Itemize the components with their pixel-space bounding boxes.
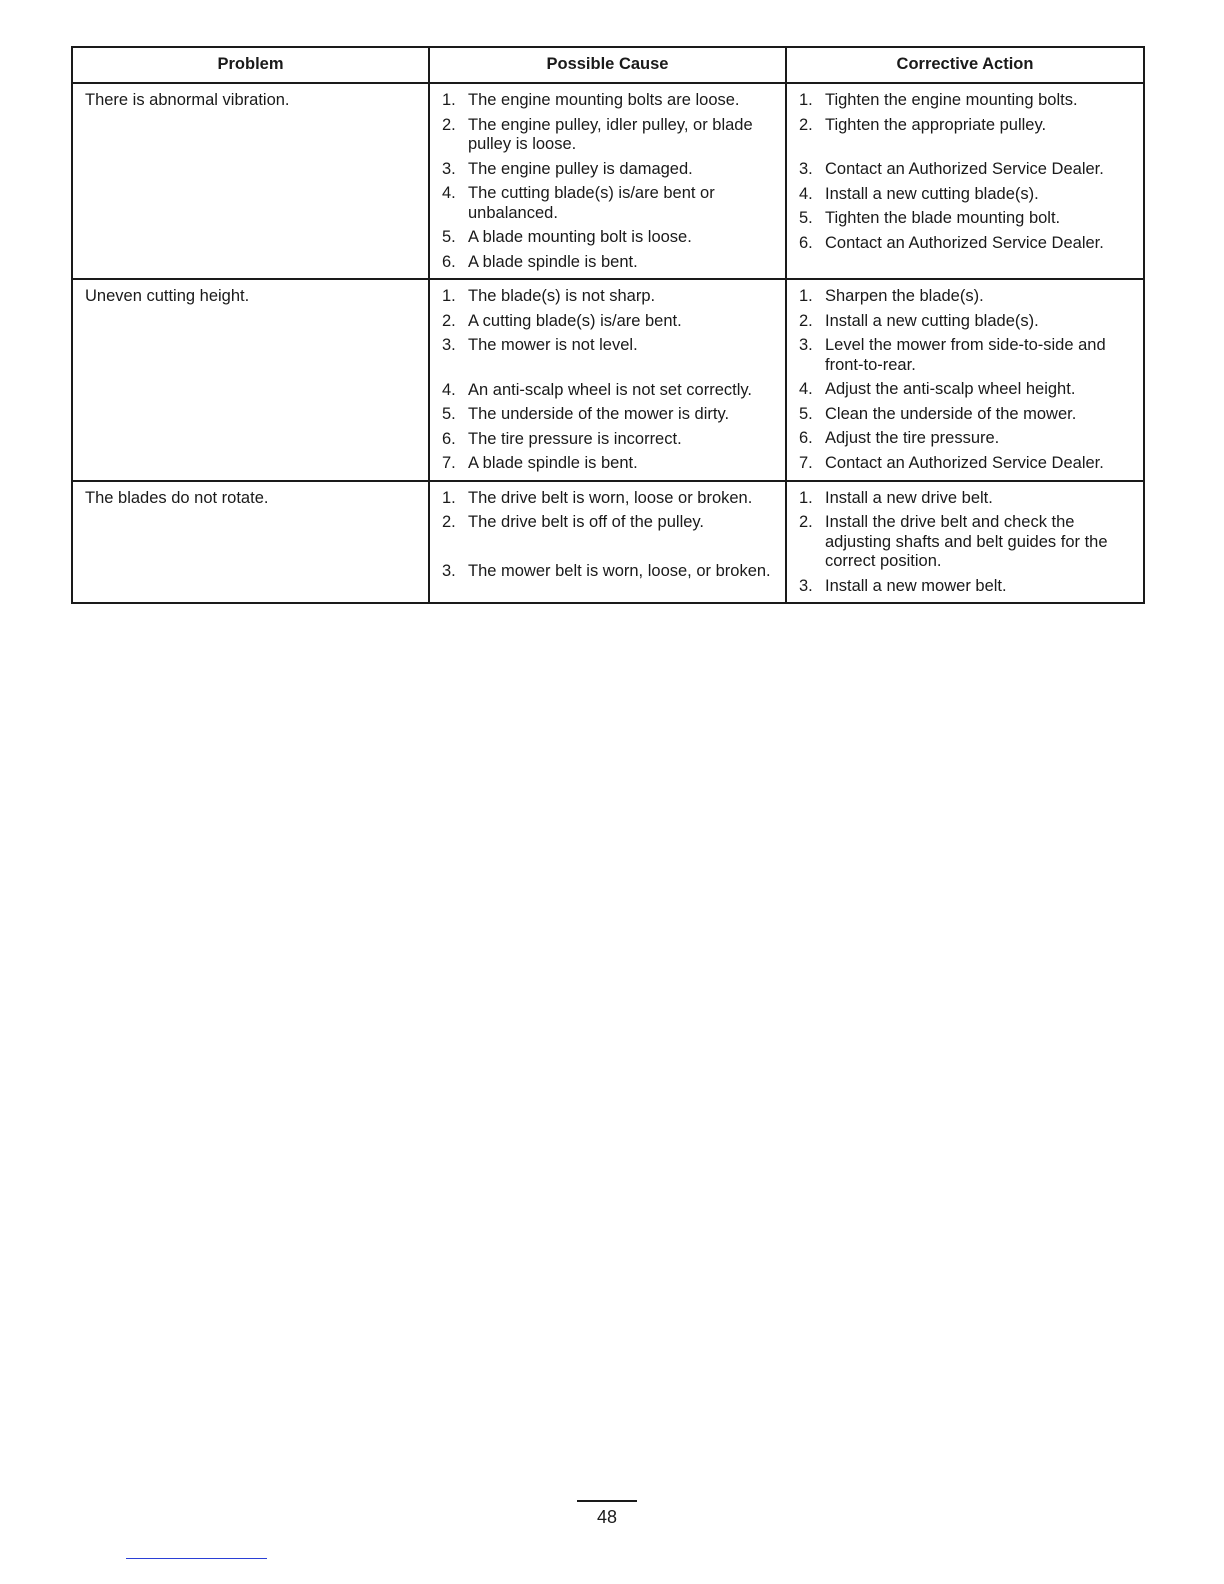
action-item [799, 513, 1135, 572]
item-number: 4. [799, 380, 813, 398]
cause-item [442, 336, 777, 376]
problem-text: The blades do not rotate. [85, 488, 269, 507]
item-text: Install a new mower belt. [825, 576, 1007, 595]
cause-list [442, 489, 777, 582]
item-number: 4. [799, 184, 813, 203]
item-number: 2. [799, 115, 813, 134]
troubleshooting-table [71, 46, 1145, 604]
header-corrective-action: Corrective Action [786, 47, 1144, 83]
item-text: Contact an Authorized Service Dealer. [825, 160, 1104, 178]
table-row [72, 279, 1144, 481]
cause-item [442, 513, 777, 557]
item-text: Clean the underside of the mower. [825, 404, 1077, 423]
table-row [72, 481, 1144, 604]
item-number: 3. [799, 336, 813, 354]
action-item [799, 91, 1135, 111]
item-text: The tire pressure is incorrect. [468, 429, 682, 448]
item-number: 1. [442, 287, 456, 305]
item-number: 2. [442, 311, 456, 330]
problem-text: There is abnormal vibration. [85, 91, 290, 109]
item-text: The drive belt is off of the pulley. [468, 513, 705, 531]
action-list [799, 91, 1135, 253]
action-item [799, 185, 1135, 205]
cause-item [442, 116, 777, 155]
action-item [799, 336, 1135, 375]
problem-cell [72, 83, 429, 279]
item-text: Tighten the appropriate pulley. [825, 115, 1047, 134]
item-text: Adjust the tire pressure. [825, 429, 1000, 447]
action-list [799, 489, 1135, 597]
item-text: Tighten the engine mounting bolts. [825, 91, 1078, 109]
item-text: Install the drive belt and check the adjusting shafts and belt guides for the correct position. [825, 513, 1108, 570]
item-text: An anti-scalp wheel is not set correctly. [468, 380, 752, 399]
item-text: The engine pulley, idler pulley, or blade pulley is loose. [468, 115, 753, 153]
corrective-action-cell [786, 83, 1144, 279]
item-number: 4. [442, 380, 456, 399]
item-text: A blade spindle is bent. [468, 454, 638, 472]
item-number: 2. [799, 311, 813, 330]
cause-item [442, 381, 777, 401]
item-text: The drive belt is worn, loose or broken. [468, 488, 753, 507]
item-text: Adjust the anti-scalp wheel height. [825, 380, 1076, 398]
item-text: Tighten the blade mounting bolt. [825, 209, 1061, 227]
corrective-action-cell [786, 481, 1144, 604]
item-number: 2. [442, 115, 456, 134]
action-item [799, 160, 1135, 180]
problem-cell [72, 279, 429, 481]
action-item [799, 429, 1135, 449]
item-number: 5. [799, 209, 813, 227]
item-text: Contact an Authorized Service Dealer. [825, 453, 1104, 472]
header-problem: Problem [72, 47, 429, 83]
action-item [799, 454, 1135, 474]
item-number: 4. [442, 184, 456, 202]
possible-cause-cell [429, 83, 786, 279]
action-item [799, 405, 1135, 425]
possible-cause-cell [429, 279, 786, 481]
cause-item [442, 430, 777, 450]
item-text: The engine mounting bolts are loose. [468, 91, 740, 109]
item-text: The mower is not level. [468, 336, 638, 354]
action-item [799, 116, 1135, 156]
cause-item [442, 228, 777, 248]
item-number: 1. [799, 91, 813, 109]
item-number: 1. [442, 91, 456, 109]
item-number: 1. [799, 488, 813, 507]
cause-item [442, 454, 777, 474]
page-number-rule [577, 1500, 637, 1502]
cause-item [442, 562, 777, 582]
possible-cause-cell [429, 481, 786, 604]
action-list [799, 287, 1135, 473]
table-row [72, 83, 1144, 279]
item-text: Install a new cutting blade(s). [825, 311, 1039, 330]
problem-cell [72, 481, 429, 604]
cause-list [442, 287, 777, 474]
item-text: A cutting blade(s) is/are bent. [468, 311, 682, 330]
item-number: 3. [442, 159, 456, 178]
item-number: 5. [799, 404, 813, 423]
item-number: 2. [442, 513, 456, 531]
corrective-action-cell [786, 279, 1144, 481]
cause-list [442, 91, 777, 272]
page-number: 48 [596, 1507, 618, 1527]
cause-item [442, 312, 777, 332]
item-number: 7. [442, 454, 456, 472]
action-item [799, 380, 1135, 400]
cause-item [442, 253, 777, 273]
footer-link-rule [126, 1558, 267, 1559]
item-number: 3. [442, 561, 456, 580]
item-text: A blade mounting bolt is loose. [468, 228, 692, 246]
header-possible-cause: Possible Cause [429, 47, 786, 83]
item-number: 3. [799, 576, 813, 595]
item-number: 6. [799, 233, 813, 252]
item-text: A blade spindle is bent. [468, 252, 638, 271]
action-item [799, 312, 1135, 332]
item-text: Contact an Authorized Service Dealer. [825, 233, 1104, 252]
item-text: The engine pulley is damaged. [468, 159, 693, 178]
action-item [799, 577, 1135, 597]
item-number: 6. [442, 252, 456, 271]
item-text: The underside of the mower is dirty. [468, 405, 730, 423]
action-item [799, 287, 1135, 307]
item-text: Level the mower from side-to-side and front-to-rear. [825, 336, 1106, 374]
item-number: 5. [442, 405, 456, 423]
action-item [799, 234, 1135, 254]
action-item [799, 209, 1135, 229]
header-row [72, 47, 1144, 83]
item-text: Install a new cutting blade(s). [825, 184, 1039, 203]
item-text: Install a new drive belt. [825, 488, 993, 507]
cause-item [442, 184, 777, 223]
item-number: 3. [799, 160, 813, 178]
cause-item [442, 287, 777, 307]
item-text: The cutting blade(s) is/are bent or unbalanced. [468, 184, 715, 222]
item-number: 3. [442, 336, 456, 354]
item-number: 1. [442, 488, 456, 507]
item-number: 6. [799, 429, 813, 447]
item-text: Sharpen the blade(s). [825, 287, 984, 305]
cause-item [442, 91, 777, 111]
item-number: 7. [799, 453, 813, 472]
item-text: The mower belt is worn, loose, or broken. [468, 561, 771, 580]
item-number: 2. [799, 513, 813, 531]
cause-item [442, 489, 777, 509]
action-item [799, 489, 1135, 509]
item-text: The blade(s) is not sharp. [468, 287, 656, 305]
problem-text: Uneven cutting height. [85, 287, 250, 305]
cause-item [442, 405, 777, 425]
item-number: 6. [442, 429, 456, 448]
cause-item [442, 160, 777, 180]
item-number: 1. [799, 287, 813, 305]
item-number: 5. [442, 228, 456, 246]
